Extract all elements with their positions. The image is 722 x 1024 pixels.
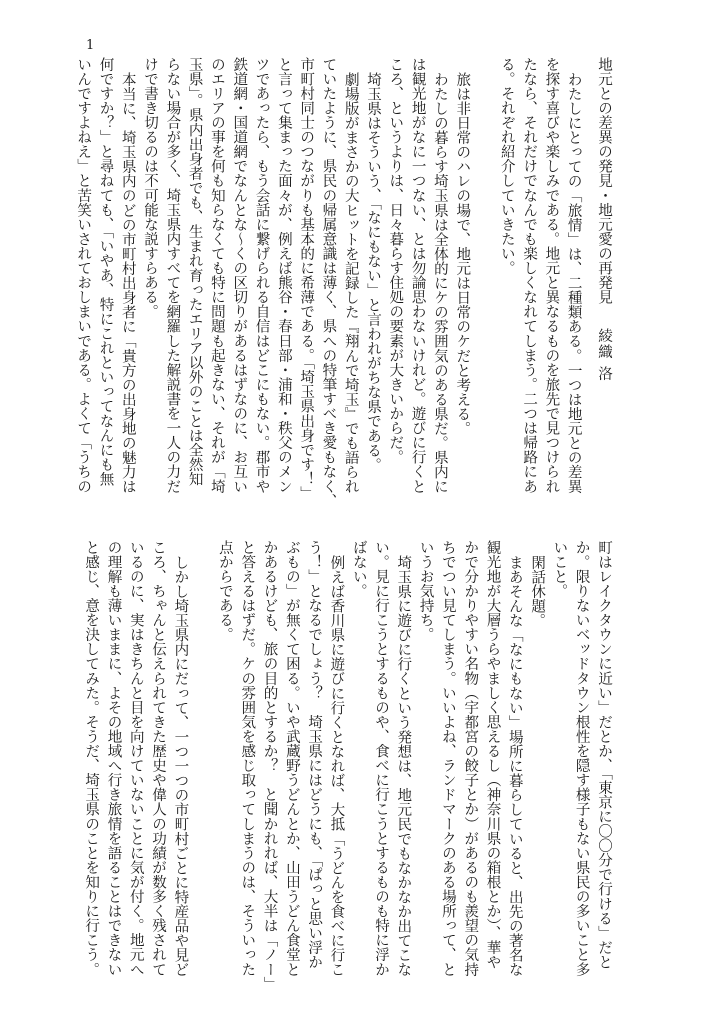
text-line: 閑話休題。 [529,554,547,628]
text-line: 埼玉県に遊びに行くという発想は、地元民でもなかなか出てこな [395,554,413,977]
text-line: 鉄道網・国道網でなんとな〜くの区切りがあるはずなのに、お互い [231,57,249,494]
article-title: 地元との差異の発見・地元愛の再発見 [596,57,613,305]
text-line: か。限りないベッドタウン根性を隠す様子もない県民の多いこと多 [573,540,591,977]
text-line: 観光地が大層うらやましく思えるし（神奈川県の箱根とか）、華や [484,540,502,970]
text-line: と言って集まった面々が、例えば熊谷・春日部・浦和・秩父のメン [275,57,293,494]
text-line: らない場合が多く、埼玉県内すべてを網羅した解説書を一人の力だ [164,57,182,494]
page-number: 1 [86,38,95,53]
text-line: いうお気持ち。 [417,540,435,642]
text-line: 市町村同士のつながりも基本的に希薄である。「埼玉県出身です！」 [298,57,316,501]
text-line: 何ですか？」と尋ねても、「いやあ、特にこれといってなんにも無 [97,57,115,487]
text-line: かあるけども、旅の目的とするか？ と聞かれれば、大半は「ノー」 [261,540,279,992]
text-line: る。それぞれ紹介していきたい。 [498,57,516,276]
author-name: 綾織 洛 [596,327,613,382]
paragraph-break [473,57,495,507]
text-line: いこと。 [551,540,569,599]
article-heading [593,57,615,507]
text-line: の理解も薄いままに、よその地域へ行き旅情を語ることはできない [105,540,123,977]
text-line: 埼玉県はそういう、「なにもない」と言われがちな県である。 [365,71,383,472]
text-line: ころ、というよりは、日々暮らす住処の要素が大きいからだ。 [387,57,405,465]
text-line: いるのに、実はきちんと目を向けていないことに気が付く。地元へ [127,540,145,977]
text-line: ぶもの」が無くて困る。いや武蔵野うどんとか、山田うどん食堂と [283,540,301,977]
text-line: ツであったら、もう会話に繋げられる自信はどこにもない。郡市や [253,57,271,494]
text-line: いんですよねえ」と苦笑いされておしまいである。よくて「うちの [75,57,93,494]
text-line: しかし埼玉県内にだって、一つ一つの市町村ごとに特産品や見ど [172,554,190,977]
text-line: 点からである。 [216,540,234,642]
text-line: ていたように、県民の帰属意識は薄く、県への特筆すべき愛もなく、 [320,57,338,509]
text-line: い。見に行こうとするものや、食べに行こうとするものも特に浮か [373,540,391,977]
text-line: 町はレイクタウンに近い」だとか、「東京に〇〇分で行ける」だと [596,540,613,970]
text-line: かで分かりやすい名物（宇都宮の餃子とか）があるのも羨望の気持 [462,540,480,977]
text-line: けで書き切るのは不可能な説すらある。 [142,57,160,319]
text-line: たなら、それだけでなんでも楽しくなれてしまう。二つは帰路にあ [521,57,539,494]
text-line: わたしにとっての「旅情」は、二種類ある。一つは地元との差異 [565,71,583,494]
text-line: ころ、ちゃんと伝えられてきた歴史や偉人の功績が数多く残されて [150,540,168,977]
text-line: 劇場版がまさかの大ヒットを記録した『翔んで埼玉』でも語られ [342,71,360,494]
text-line: のエリアの事を何も知らなくても特に問題も起きない、それが「埼 [208,57,226,494]
text-line: 玉県」。県内出身者でも、生まれ育ったエリア以外のことは全然知 [186,57,204,487]
text-line: ばない。 [350,540,368,599]
text-line: まあそんな「なにもない」場所に暮らしていると、出先の著名な [506,554,524,977]
text-line: 例えば香川県に遊びに行くとなれば、大抵「うどんを食べに行こ [328,554,346,977]
text-line: と感じ、意を決してみた。そうだ、埼玉県のことを知りに行こう。 [83,540,101,977]
paragraph-break [191,540,213,990]
text-line: わたしの暮らす埼玉県は全体的にケの雰囲気のある県だ。県内に [431,71,449,494]
text-line: を探す喜びや楽しみである。地元と異なるものを旅先で見つけられ [543,57,561,494]
upper-text-block [72,57,615,507]
text-line: は観光地がなに一つない、とは勿論思わないけれど。遊びに行くと [409,57,427,494]
text-line: ちでつい見てしまう。いいよね、ランドマークのある場所って、と [439,540,457,977]
lower-text-block [80,540,615,990]
text-line: 本当に、埼玉県内のどの市町村出身者に「貴方の出身地の魅力は [119,71,137,494]
text-line: と答えるはずだ。ケの雰囲気を感じ取ってしまうのは、そういった [239,540,257,977]
text-line: 旅は非日常のハレの場で、地元は日常のケだと考える。 [454,71,472,436]
text-line: う！」となるでしょう？ 埼玉県にはどうにも、「ぱっと思い浮か [306,540,324,970]
